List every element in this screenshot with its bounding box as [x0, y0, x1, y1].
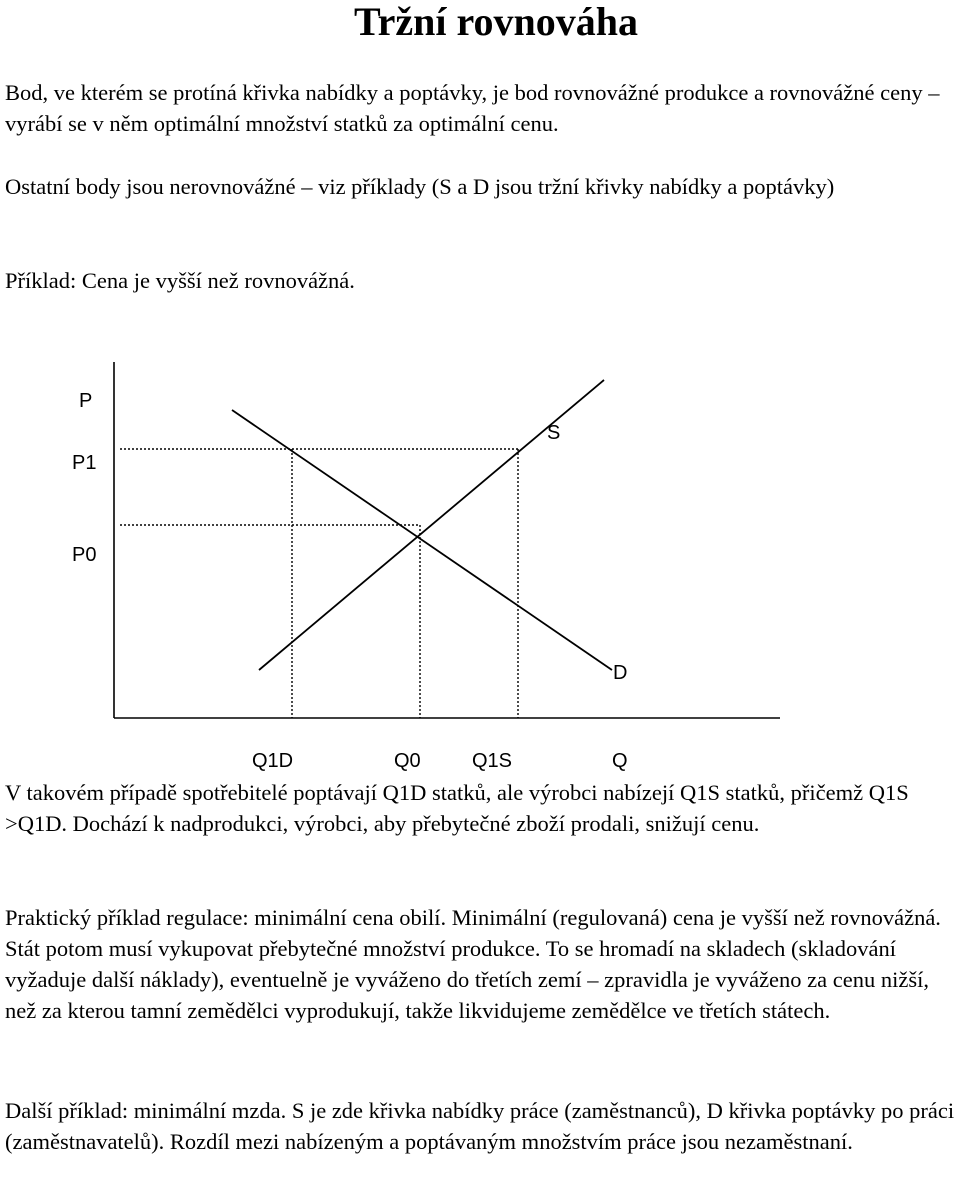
paragraph-example-heading: Příklad: Cena je vyšší než rovnovážná. [5, 268, 355, 293]
q1s-label: Q1S [472, 750, 513, 772]
paragraph-equilibrium-definition: Bod, ve kterém se protíná křivka nabídky a poptávky, je bod rovnovážné produkce a rovnovážné ceny – vyrábí se v něm optimální množství statků za optimální cenu. [5, 80, 940, 136]
supply-demand-diagram [0, 350, 960, 775]
demand-curve-label: D [613, 662, 628, 684]
paragraph-disequilibrium: Ostatní body jsou nerovnovážné – viz příklady (S a D jsou tržní křivky nabídky a poptávky) [5, 174, 835, 199]
q1d-label: Q1D [252, 750, 294, 772]
y-axis-label: P [79, 390, 93, 412]
supply-curve-label: S [547, 422, 561, 444]
page-title: Tržní rovnováha [353, 0, 639, 44]
x-axis-label: Q [612, 750, 628, 772]
p1-label: P1 [72, 452, 97, 474]
paragraph-grain-price-example: Praktický příklad regulace: minimální cena obilí. Minimální (regulovaná) cena je vyšší než rovnovážná. Stát potom musí vykupovat přebytečné množství produkce. To se hromadí na skladech (skladování vyžaduje další náklady), eventuelně je vyváženo do třetích zemí – zpravidla je vyváženo za cenu nižší, než za kterou tamní zemědělci vyprodukují, takže likvidujeme zemědělce ve třetích státech. [5, 905, 941, 1023]
paragraph-overproduction: V takovém případě spotřebitelé poptávají Q1D statků, ale výrobci nabízejí Q1S statků, přičemž Q1S >Q1D. Dochází k nadprodukci, výrobci, aby přebytečné zboží prodali, snižují cenu. [5, 780, 909, 836]
q0-label: Q0 [394, 750, 421, 772]
p0-label: P0 [72, 544, 97, 566]
paragraph-minimum-wage-example: Další příklad: minimální mzda. S je zde křivka nabídky práce (zaměstnanců), D křivka poptávky po práci (zaměstnavatelů). Rozdíl mezi nabízeným a poptávaným množstvím práce jsou nezaměstnaní. [5, 1098, 955, 1154]
